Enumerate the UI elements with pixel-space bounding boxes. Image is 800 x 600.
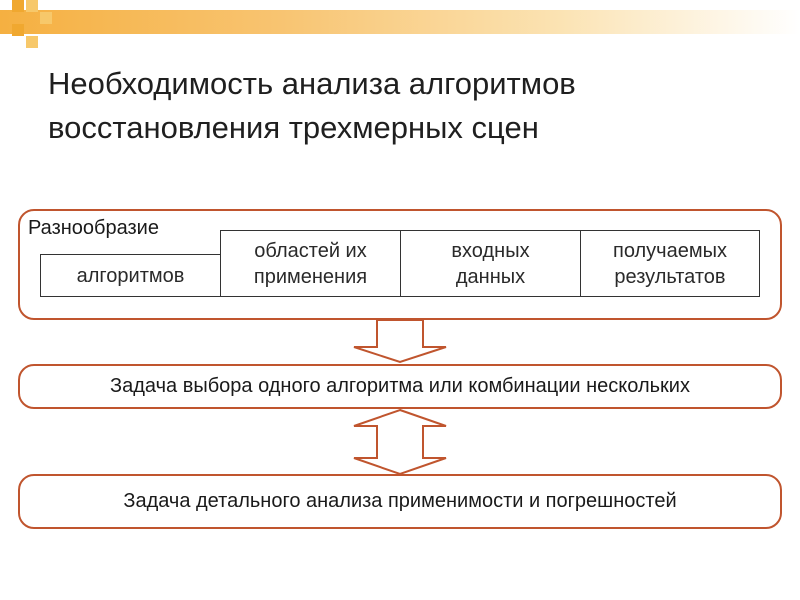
slide-title-line2: восстановления трехмерных сцен [48, 110, 539, 145]
selection-task-text: Задача выбора одного алгоритма или комбинации нескольких [110, 375, 690, 397]
arrow-down-icon [354, 320, 446, 362]
cell-text: алгоритмов [76, 264, 185, 287]
analysis-task-text: Задача детального анализа применимости и погрешностей [123, 490, 677, 512]
arrow-updown-icon [354, 410, 446, 474]
cell-text: результатов [614, 265, 726, 288]
cell-text: применения [253, 265, 368, 288]
cell-text: данных [455, 265, 526, 288]
cell-text: получаемых [613, 239, 727, 262]
cell-text: областей их [254, 239, 367, 262]
slide-title-line1: Необходимость анализа алгоритмов [48, 66, 576, 101]
diversity-label: Разнообразие [28, 217, 159, 239]
cell-text: входных [451, 239, 530, 262]
